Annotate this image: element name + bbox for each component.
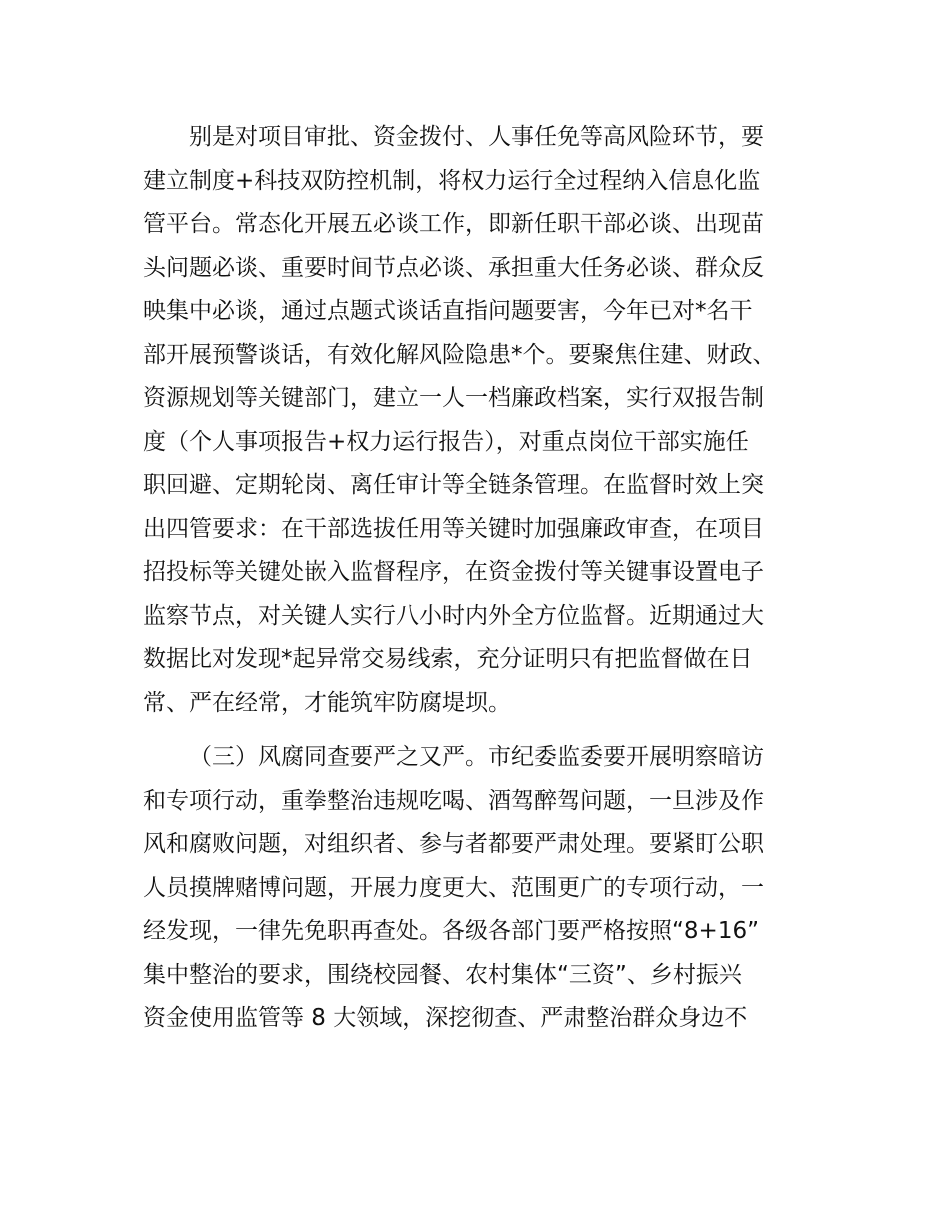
- text-line: 映集中必谈，通过点题式谈话直指问题要害，今年已对*名干: [143, 298, 753, 324]
- text-line: 出四管要求：在干部选拔任用等关键时加强廉政审查，在项目: [143, 515, 764, 542]
- text-line: 集中整治的要求，围绕校园餐、农村集体“三资”、乡村振兴: [143, 961, 742, 988]
- text-line: 和专项行动，重拳整治违规吃喝、酒驾醉驾问题，一旦涉及作: [143, 787, 764, 814]
- section-heading-line: （三）风腐同查要严之又严。市纪委监委要开展明察暗访: [189, 744, 764, 770]
- text-line: 资源规划等关键部门，建立一人一档廉政档案，实行双报告制: [143, 385, 764, 411]
- text-line: 度（个人事项报告+权力运行报告），对重点岗位干部实施任: [143, 428, 749, 455]
- text-line: 职回避、定期轮岗、离任审计等全链条管理。在监督时效上突: [143, 472, 764, 498]
- text-line: 常、严在经常，才能筑牢防腐堤坝。: [143, 689, 511, 716]
- text-line: 头问题必谈、重要时间节点必谈、承担重大任务必谈、群众反: [143, 254, 764, 281]
- text-line: 别是对项目审批、资金拨付、人事任免等高风险环节，要: [189, 124, 764, 150]
- text-line: 部开展预警谈话，有效化解风险隐患*个。要聚焦住建、财政、: [143, 341, 776, 368]
- text-line: 人员摸牌赌博问题，开展力度更大、范围更广的专项行动，一: [143, 874, 764, 901]
- document-body: [143, 116, 823, 1041]
- text-line: 风和腐败问题，对组织者、参与者都要严肃处理。要紧盯公职: [143, 831, 764, 857]
- paragraph-1: [143, 116, 823, 725]
- paragraph-2: [143, 736, 823, 1041]
- text-line: 招投标等关键处嵌入监督程序，在资金拨付等关键事设置电子: [143, 559, 764, 585]
- text-line: 管平台。常态化开展五必谈工作，即新任职干部必谈、出现苗: [143, 211, 764, 237]
- text-line: 监察节点，对关键人实行八小时内外全方位监督。近期通过大: [143, 602, 764, 629]
- text-line: 经发现，一律先免职再查处。各级各部门要严格按照“8+16”: [143, 918, 760, 944]
- text-line: 数据比对发现*起异常交易线索，充分证明只有把监督做在日: [143, 646, 753, 672]
- text-line: 资金使用监管等 8 大领域，深挖彻查、严肃整治群众身边不: [143, 1005, 748, 1031]
- text-line: 建立制度+科技双防控机制，将权力运行全过程纳入信息化监: [143, 167, 761, 194]
